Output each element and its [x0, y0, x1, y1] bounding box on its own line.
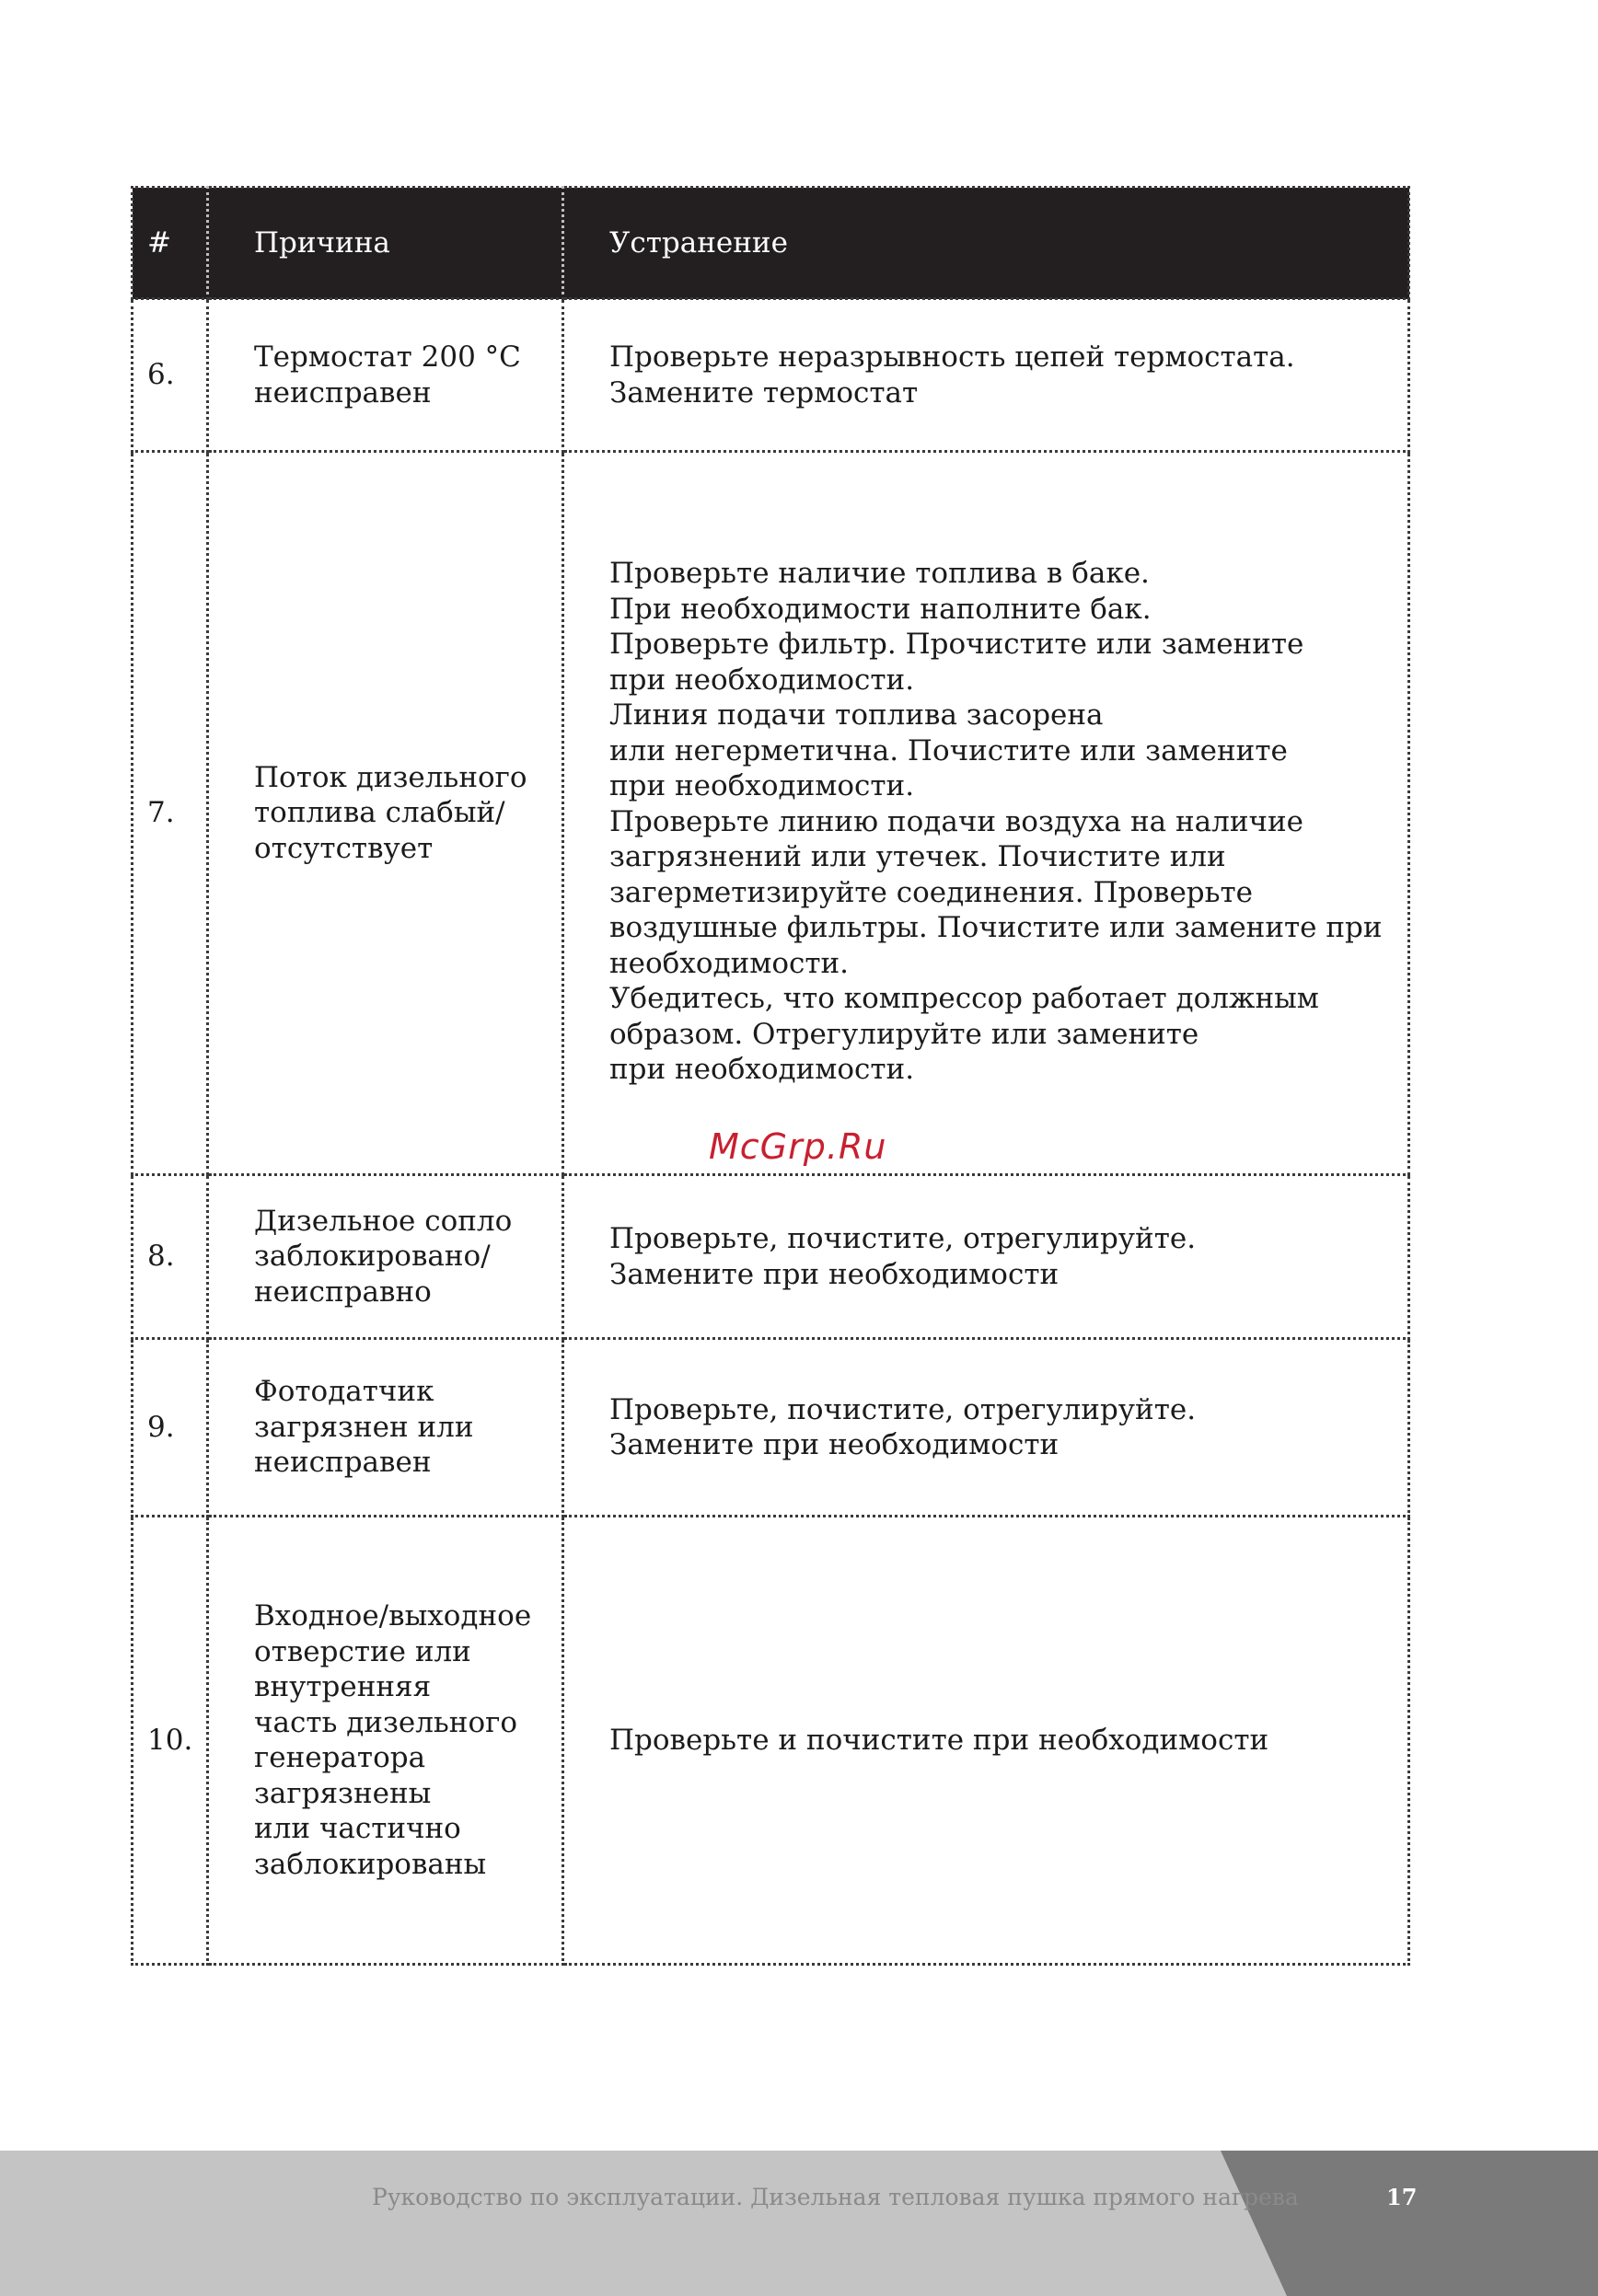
table-row: [133, 1339, 1409, 1517]
row-number: 7.: [133, 452, 208, 1175]
troubleshooting-table: [131, 186, 1410, 1966]
row-number: 8.: [133, 1175, 208, 1339]
row-fix: Проверьте и почистите при необходимости: [563, 1517, 1409, 1965]
footer-dark-tab: [0, 2151, 1598, 2296]
footer-title: Руководство по эксплуатации. Дизельная тепловая пушка прямого нагрева: [372, 2184, 1299, 2210]
table-row: [133, 1175, 1409, 1339]
table-header-row: [133, 188, 1409, 299]
table-row: [133, 299, 1409, 452]
header-fix: Устранение: [563, 188, 1409, 299]
row-cause: Поток дизельного топлива слабый/ отсутствует: [208, 452, 563, 1175]
row-number: 10.: [133, 1517, 208, 1965]
header-number: #: [133, 188, 208, 299]
row-fix: Проверьте, почистите, отрегулируйте. Замените при необходимости: [563, 1339, 1409, 1517]
watermark: McGrp.Ru: [709, 1126, 887, 1167]
row-cause: Термостат 200 °C неисправен: [208, 299, 563, 452]
table-row: [133, 452, 1409, 1175]
row-cause: Входное/выходное отверстие или внутренняя часть дизельного генератора загрязнены или частично заблокированы: [208, 1517, 563, 1965]
row-number: 6.: [133, 299, 208, 452]
row-number: 9.: [133, 1339, 208, 1517]
row-cause: Дизельное сопло заблокировано/ неисправно: [208, 1175, 563, 1339]
page-footer: [0, 2151, 1598, 2296]
row-fix: Проверьте неразрывность цепей термостата. Замените термостат: [563, 299, 1409, 452]
header-cause: Причина: [208, 188, 563, 299]
page-number: 17: [1386, 2184, 1418, 2210]
table-row: [133, 1517, 1409, 1965]
row-cause: Фотодатчик загрязнен или неисправен: [208, 1339, 563, 1517]
row-fix: Проверьте, почистите, отрегулируйте. Замените при необходимости: [563, 1175, 1409, 1339]
row-fix: Проверьте наличие топлива в баке. При необходимости наполните бак. Проверьте фильтр. Прочистите или замените при необходимости. Линия подачи топлива засорена или негерметична. Почистите или замените при необходимости. Проверьте линию подачи воздуха на наличие загрязнений или утечек. Почистите или загерметизируйте соединения. Проверьте воздушные фильтры. Почистите или замените при необходимости. Убедитесь, что компрессор работает должным образом. Отрегулируйте или замените при необходимости.: [563, 452, 1409, 1175]
